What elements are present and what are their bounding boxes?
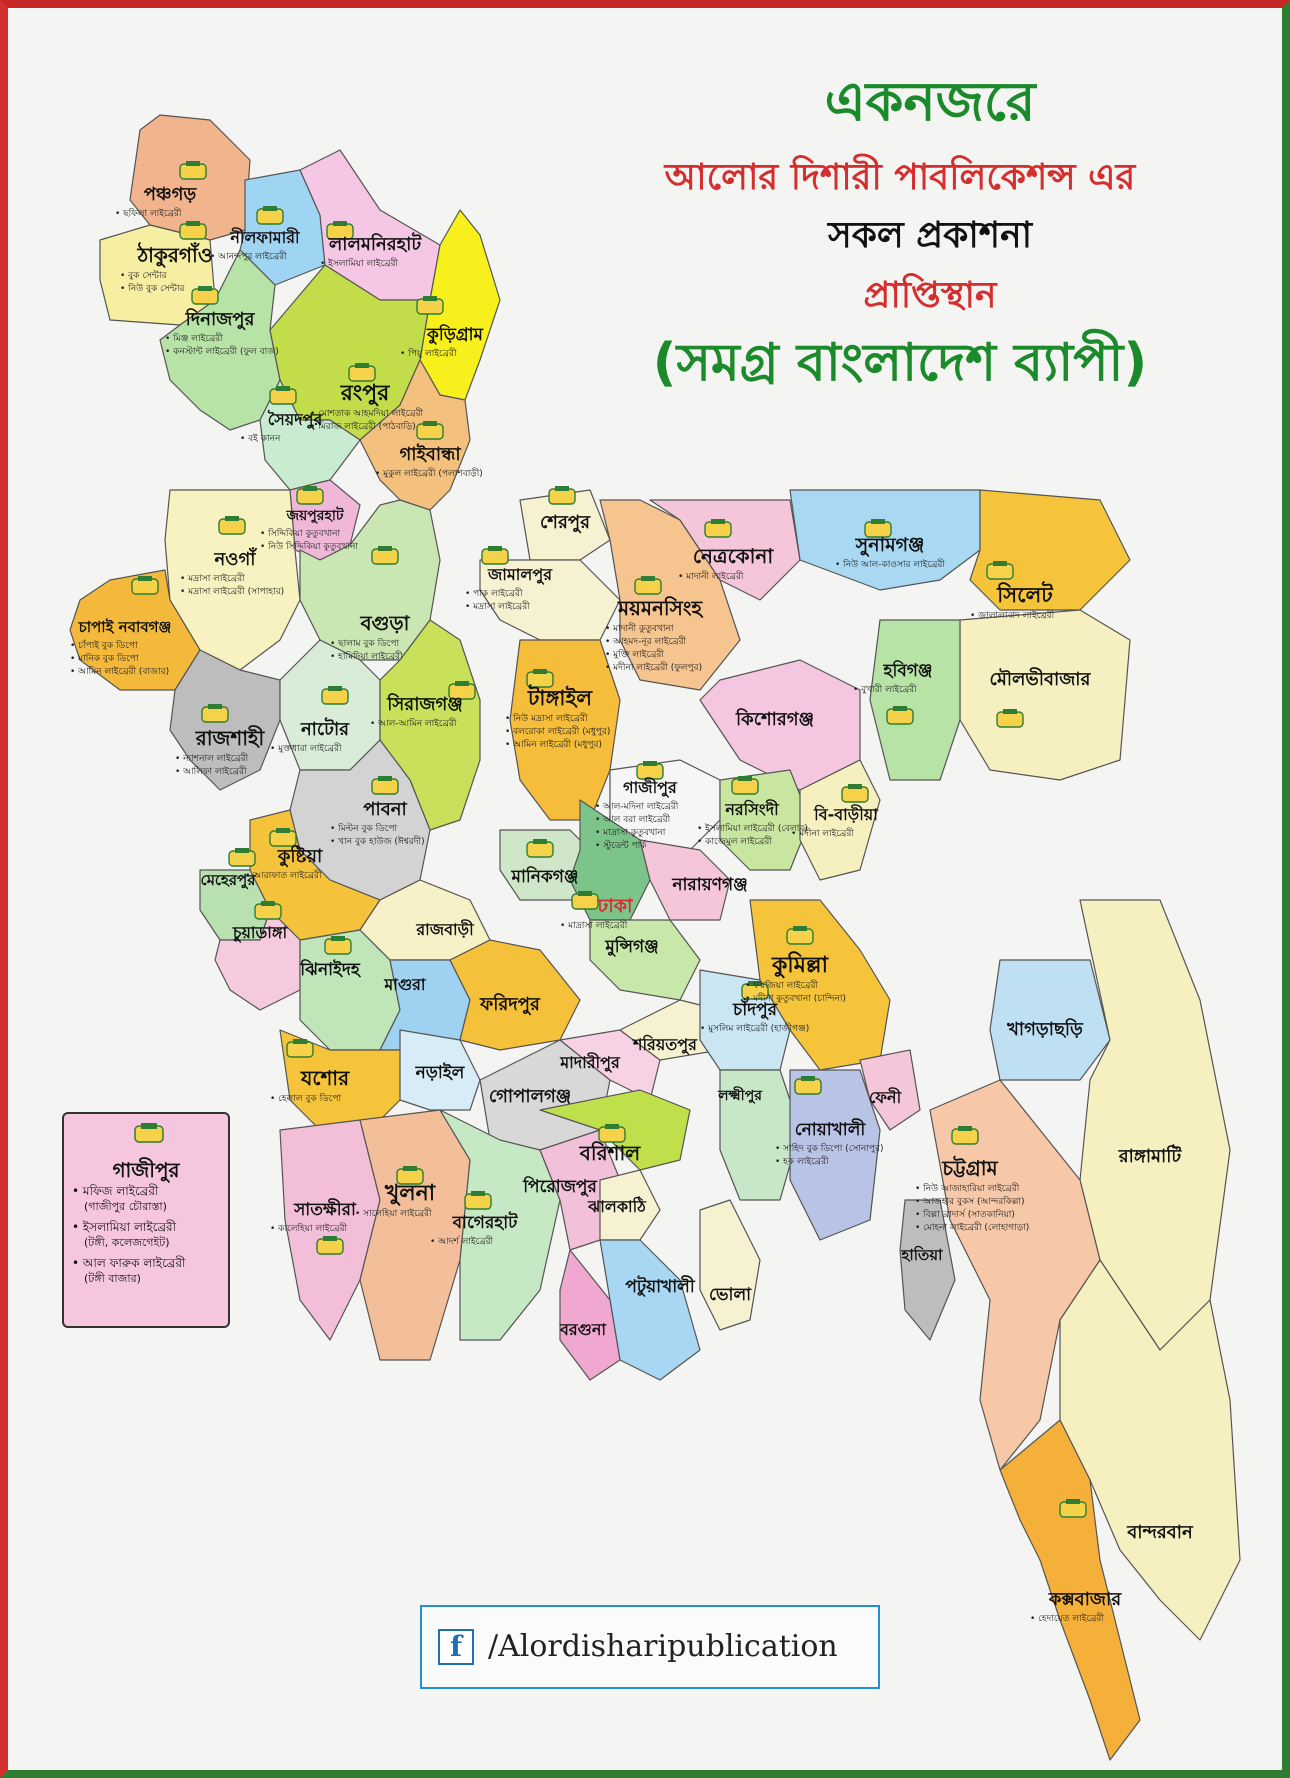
district-label: নরসিংদী: [725, 800, 779, 819]
district-label: বরিশাল: [579, 1141, 641, 1165]
book-badge-icon: [952, 1126, 978, 1144]
district-region: [900, 1200, 955, 1340]
district-label: হাতিয়া: [901, 1246, 943, 1264]
book-badge-icon: [287, 1039, 313, 1057]
book-badge-icon: [417, 296, 443, 314]
district-label: মেহেরপুর: [200, 871, 256, 889]
district-label: রাজশাহী: [195, 726, 265, 750]
district-label: গোপালগঞ্জ: [488, 1086, 572, 1107]
book-badge-icon: [192, 286, 218, 304]
district-region: [790, 1070, 880, 1240]
district-label: জয়পুরহাট: [286, 508, 344, 524]
library-entry: • নিউ আজাহারিয়া লাইব্রেরী: [915, 1184, 1020, 1194]
district-label: পটুয়াখালী: [625, 1277, 695, 1297]
library-entry: • মিরাজ লাইব্রেরী (পাঠবাড়ি): [310, 422, 416, 432]
district-label: বি-বাড়ীয়া: [814, 805, 878, 824]
district-label: দিনাজপুর: [185, 309, 255, 330]
library-entry: • নিউ আল-কাওসার লাইব্রেরী: [835, 560, 945, 570]
district-label: চট্টগ্রাম: [942, 1156, 998, 1180]
book-badge-icon: [795, 1076, 821, 1094]
book-badge-icon: [255, 901, 281, 919]
book-badge-icon: [842, 784, 868, 802]
facebook-handle[interactable]: /Alordisharipublication: [488, 1629, 838, 1664]
district-label: সুনামগঞ্জ: [855, 534, 925, 556]
district-label: কুমিল্লা: [772, 953, 828, 978]
district-label: সাতক্ষীরা: [294, 1200, 356, 1220]
book-badge-icon: [549, 486, 575, 504]
district-label: রংপুর: [340, 381, 390, 406]
library-entry: • আল বরা লাইব্রেরী: [595, 815, 671, 825]
library-entry: • মাদ্রাসা লাইব্রেরী: [560, 921, 628, 931]
district-label: চাঁদপুর: [733, 1000, 777, 1020]
district-region: [960, 610, 1130, 780]
district-label: বান্দরবান: [1127, 1522, 1193, 1543]
book-badge-icon: [635, 576, 661, 594]
library-entry: • হেদায়েত লাইব্রেরী: [1030, 1614, 1104, 1624]
district-label: লালমনিরহাট: [328, 234, 422, 255]
library-entry: • স্টুডেন্ট পার্ক: [595, 841, 647, 851]
district-label: বগুড়া: [360, 611, 410, 635]
library-entry: • বই কানন: [240, 434, 281, 444]
library-entry: • কালেহিয়া লাইব্রেরী: [270, 1224, 348, 1234]
library-entry: • মদীনা লাইব্রেরী: [791, 829, 854, 839]
district-label: কিশোরগঞ্জ: [736, 709, 814, 730]
book-badge-icon: [134, 1122, 164, 1144]
district-label: নওগাঁ: [214, 549, 256, 570]
district-label: শরিয়তপুর: [633, 1035, 697, 1054]
library-entry: • চাঁপাই বুক ডিপো: [70, 641, 138, 651]
library-entry: • আরাফাত লাইব্রেরী: [245, 871, 322, 881]
district-label: ঢাকা: [597, 895, 633, 917]
district-label: শেরপুর: [540, 512, 590, 533]
library-entry: • খান বুক হাউজ (ঈশ্বরদী): [330, 837, 425, 847]
library-entry: • মোশতাক আহমদিয়া লাইব্রেরী: [310, 409, 424, 419]
district-label: সিরাজগঞ্জ: [387, 694, 463, 715]
library-entry: • মানিক বুক ডিপো: [70, 654, 139, 664]
library-entry: • মাদানী লাইব্রেরী: [678, 572, 744, 582]
library-entry: • আমিন লাইব্রেরী (মধুপুর): [505, 740, 602, 750]
library-entry: • কনস্টান্ট লাইব্রেরী (ফুল বাজ): [165, 347, 279, 357]
library-entry: • কাজেমুল লাইব্রেরী: [697, 837, 772, 847]
title-line-4: প্রাপ্তিস্থান: [863, 275, 997, 316]
title-line-2: আলোর দিশারী পাবলিকেশন্স এর: [664, 157, 1136, 198]
library-entry: • আনন্দপুর লাইব্রেরী: [210, 252, 287, 262]
district-label: ঝালকাঠি: [588, 1197, 646, 1216]
library-entry: • মোহনা লাইব্রেরী (লোহাগাড়া): [915, 1223, 1030, 1233]
book-badge-icon: [270, 386, 296, 404]
book-badge-icon: [417, 421, 443, 439]
district-label: জামালপুর: [487, 565, 553, 584]
library-entry: • মদ্রাসা লাইব্রেরী (সাপাহার): [180, 587, 285, 597]
district-region: [360, 1110, 470, 1360]
book-badge-icon: [572, 891, 598, 909]
district-label: চুয়াডাঙ্গা: [232, 923, 288, 942]
district-label: পঞ্চগড়: [143, 184, 197, 205]
book-badge-icon: [372, 776, 398, 794]
library-entry: • নিউ বুক সেন্টার: [120, 284, 185, 294]
library-entry: • ছালাম বুক ডিপো: [330, 639, 400, 649]
library-entry: • ইসলামিয়া লাইব্রেরী (বেলাব): [697, 824, 808, 834]
book-badge-icon: [180, 161, 206, 179]
book-badge-icon: [372, 546, 398, 564]
gazipur-legend-box: [62, 1112, 230, 1328]
district-label: গাইবান্ধা: [399, 444, 461, 465]
district-label: ভোলা: [708, 1285, 752, 1305]
title-line-1: একনজরে: [824, 70, 1036, 133]
library-entry: • বুখারী লাইব্রেরী: [853, 685, 917, 695]
library-entry: • আল-আমিন লাইব্রেরী: [370, 719, 457, 729]
district-label: বরগুনা: [559, 1320, 607, 1339]
district-label: টাঙ্গাইল: [527, 686, 593, 710]
library-entry: • সালেহিয়া লাইব্রেরী: [355, 1209, 432, 1219]
district-label: সৈয়দপুর: [267, 410, 323, 429]
district-label: গাজীপুর: [623, 778, 677, 797]
book-badge-icon: [257, 206, 283, 224]
library-entry: • পাক লাইব্রেরী: [465, 589, 523, 599]
facebook-icon: f: [438, 1629, 474, 1665]
book-badge-icon: [317, 1236, 343, 1254]
library-entry: • আদর্শ লাইব্রেরী: [430, 1237, 494, 1247]
title-line-3: সকল প্রকাশনা: [827, 215, 1033, 256]
book-badge-icon: [180, 221, 206, 239]
book-badge-icon: [887, 706, 913, 724]
library-entry: • মুকুল লাইব্রেরী (পলাশবাড়ী): [375, 469, 483, 479]
district-label: মাগুরা: [384, 975, 426, 994]
legend-title: গাজীপুর: [112, 1158, 180, 1182]
district-label: মানিকগঞ্জ: [511, 867, 579, 887]
library-entry: • হেলাল বুক ডিপো: [270, 1094, 342, 1104]
library-entry: • আলিফা লাইব্রেরী: [175, 767, 247, 777]
district-label: নারায়ণগঞ্জ: [672, 875, 748, 895]
facebook-link-box[interactable]: [420, 1605, 880, 1689]
district-region: [870, 620, 960, 780]
book-badge-icon: [527, 839, 553, 857]
book-badge-icon: [349, 363, 375, 381]
district-label: কুড়িগ্রাম: [427, 325, 483, 345]
district-label: মাদারীপুর: [560, 1053, 620, 1072]
district-label: নীলফামারী: [230, 228, 300, 247]
legend-list: [72, 1184, 220, 1286]
library-entry: • মাদ্রাসা কুতুবখানা: [595, 828, 666, 838]
district-label: লক্ষ্মীপুর: [718, 1088, 762, 1104]
library-entry: • নিউ সিদ্দিকিয়া কুতুবখানা: [260, 542, 358, 552]
library-entry: • জালালাবাদ লাইব্রেরী: [970, 611, 1055, 621]
district-region: [590, 920, 700, 1000]
district-label: হবিগঞ্জ: [883, 661, 933, 681]
district-label: ঠাকুরগাঁও: [137, 243, 213, 267]
book-badge-icon: [270, 828, 296, 846]
district-label: নাটোর: [300, 719, 350, 740]
library-entry: • মদীনা কুতুবখানা (চান্দিনা): [745, 994, 847, 1004]
district-label: খাগড়াছড়ি: [1007, 1019, 1083, 1040]
library-entry: • আজহার বুকস (আন্দরকিল্লা): [915, 1197, 1025, 1207]
district-label: মৌলভীবাজার: [989, 669, 1091, 690]
library-entry: • মদ্রাসা লাইব্রেরী: [180, 574, 245, 584]
library-entry: • নিউ মদ্রাসা লাইব্রেরী: [505, 714, 588, 724]
book-badge-icon: [325, 936, 351, 954]
library-entry: • আহমদ-নূর লাইব্রেরী: [605, 637, 687, 647]
district-label: রাঙ্গামাটি: [1118, 1146, 1182, 1167]
library-entry: • হক লাইব্রেরী: [775, 1157, 829, 1167]
district-label: খুলনা: [384, 1181, 436, 1206]
district-label: যশোর: [300, 1066, 350, 1090]
district-label: কক্সবাজার: [1048, 1589, 1122, 1610]
library-entry: • সিদ্দিকিয়া কুতুবখানা: [260, 529, 341, 539]
book-badge-icon: [637, 761, 663, 779]
district-label: নোয়াখালী: [794, 1120, 866, 1140]
book-badge-icon: [705, 519, 731, 537]
library-entry: • ছফিলা লাইব্রেরী: [115, 209, 182, 219]
library-entry: • মুক্তধারা লাইব্রেরী: [270, 744, 342, 754]
book-badge-icon: [297, 486, 323, 504]
library-entry: • আল-মদিনা লাইব্রেরী: [595, 802, 679, 812]
book-badge-icon: [787, 926, 813, 944]
district-label: সিলেট: [997, 583, 1053, 607]
library-entry: • ন্যাশনাল লাইব্রেরী: [175, 754, 249, 764]
book-badge-icon: [997, 709, 1023, 727]
library-entry: • মুসলিম লাইব্রেরী (হাজীগঞ্জ): [700, 1024, 810, 1034]
library-entry: • ফয়জিয়া লাইব্রেরী: [745, 981, 818, 991]
district-label: রাজবাড়ী: [416, 920, 474, 939]
library-entry: • বলরোকা লাইব্রেরী (মধুপুর): [505, 727, 611, 737]
library-entry: • সাহিদ বুক ডিপো (সোনাপুর): [775, 1144, 884, 1154]
library-entry: • মিঞ্জ লাইব্রেরী: [165, 334, 223, 344]
district-label: ফেনী: [868, 1088, 902, 1107]
book-badge-icon: [1060, 1499, 1086, 1517]
book-badge-icon: [322, 686, 348, 704]
district-label: বাগেরহাট: [452, 1213, 518, 1233]
district-label: চাপাই নবাবগঞ্জ: [78, 618, 172, 636]
library-entry: • হামিদিয়া লাইব্রেরী: [330, 652, 403, 662]
book-badge-icon: [229, 848, 255, 866]
library-entry: • ইসলামিয়া লাইব্রেরী: [320, 259, 398, 269]
library-entry: • বুক সেন্টার: [120, 271, 167, 281]
book-badge-icon: [465, 1191, 491, 1209]
legend-item: • ইসলামিয়া লাইব্রেরী (টঙ্গী, কলেজগেইট): [72, 1220, 177, 1249]
book-badge-icon: [732, 776, 758, 794]
book-badge-icon: [219, 516, 245, 534]
book-badge-icon: [987, 561, 1013, 579]
district-label: কুষ্টিয়া: [277, 846, 323, 867]
book-badge-icon: [527, 669, 553, 687]
library-entry: • আমিন লাইব্রেরী (বাজার): [70, 667, 170, 677]
library-entry: • মদীনা লাইব্রেরী (ফুলপুর): [605, 663, 703, 673]
district-label: নড়াইল: [415, 1063, 465, 1083]
district-label: পিরোজপুর: [523, 1177, 597, 1197]
district-label: নেত্রকোনা: [692, 544, 774, 568]
title-line-5: (সমগ্র বাংলাদেশ ব্যাপী): [652, 333, 1148, 393]
book-badge-icon: [202, 704, 228, 722]
library-entry: • বিল্লা ব্রাদার্স (সাতকানিয়া): [915, 1210, 1015, 1220]
book-badge-icon: [482, 546, 508, 564]
legend-item: • মফিজ লাইব্রেরী (গাজীপুর চৌরাস্তা): [72, 1184, 167, 1213]
library-entry: • মাদানী কুতুবখানা: [605, 624, 674, 634]
legend-item: • আল ফারুক লাইব্রেরী (টঙ্গী বাজার): [72, 1256, 186, 1285]
library-entry: • পিয়ু লাইব্রেরী: [400, 349, 457, 359]
library-entry: • মিল্টন বুক ডিপো: [330, 824, 398, 834]
library-entry: • মদ্রাসা লাইব্রেরী: [465, 602, 530, 612]
book-badge-icon: [599, 1124, 625, 1142]
district-label: পাবনা: [363, 799, 407, 820]
district-label: ফরিদপুর: [480, 994, 540, 1015]
district-region: [700, 1200, 760, 1330]
district-label: মুন্সিগঞ্জ: [605, 937, 659, 957]
library-entry: • মুক্তি লাইব্রেরী: [605, 650, 664, 660]
book-badge-icon: [132, 576, 158, 594]
district-label: ঝিনাইদহ: [300, 960, 360, 980]
district-label: ময়মনসিংহ: [618, 596, 702, 620]
